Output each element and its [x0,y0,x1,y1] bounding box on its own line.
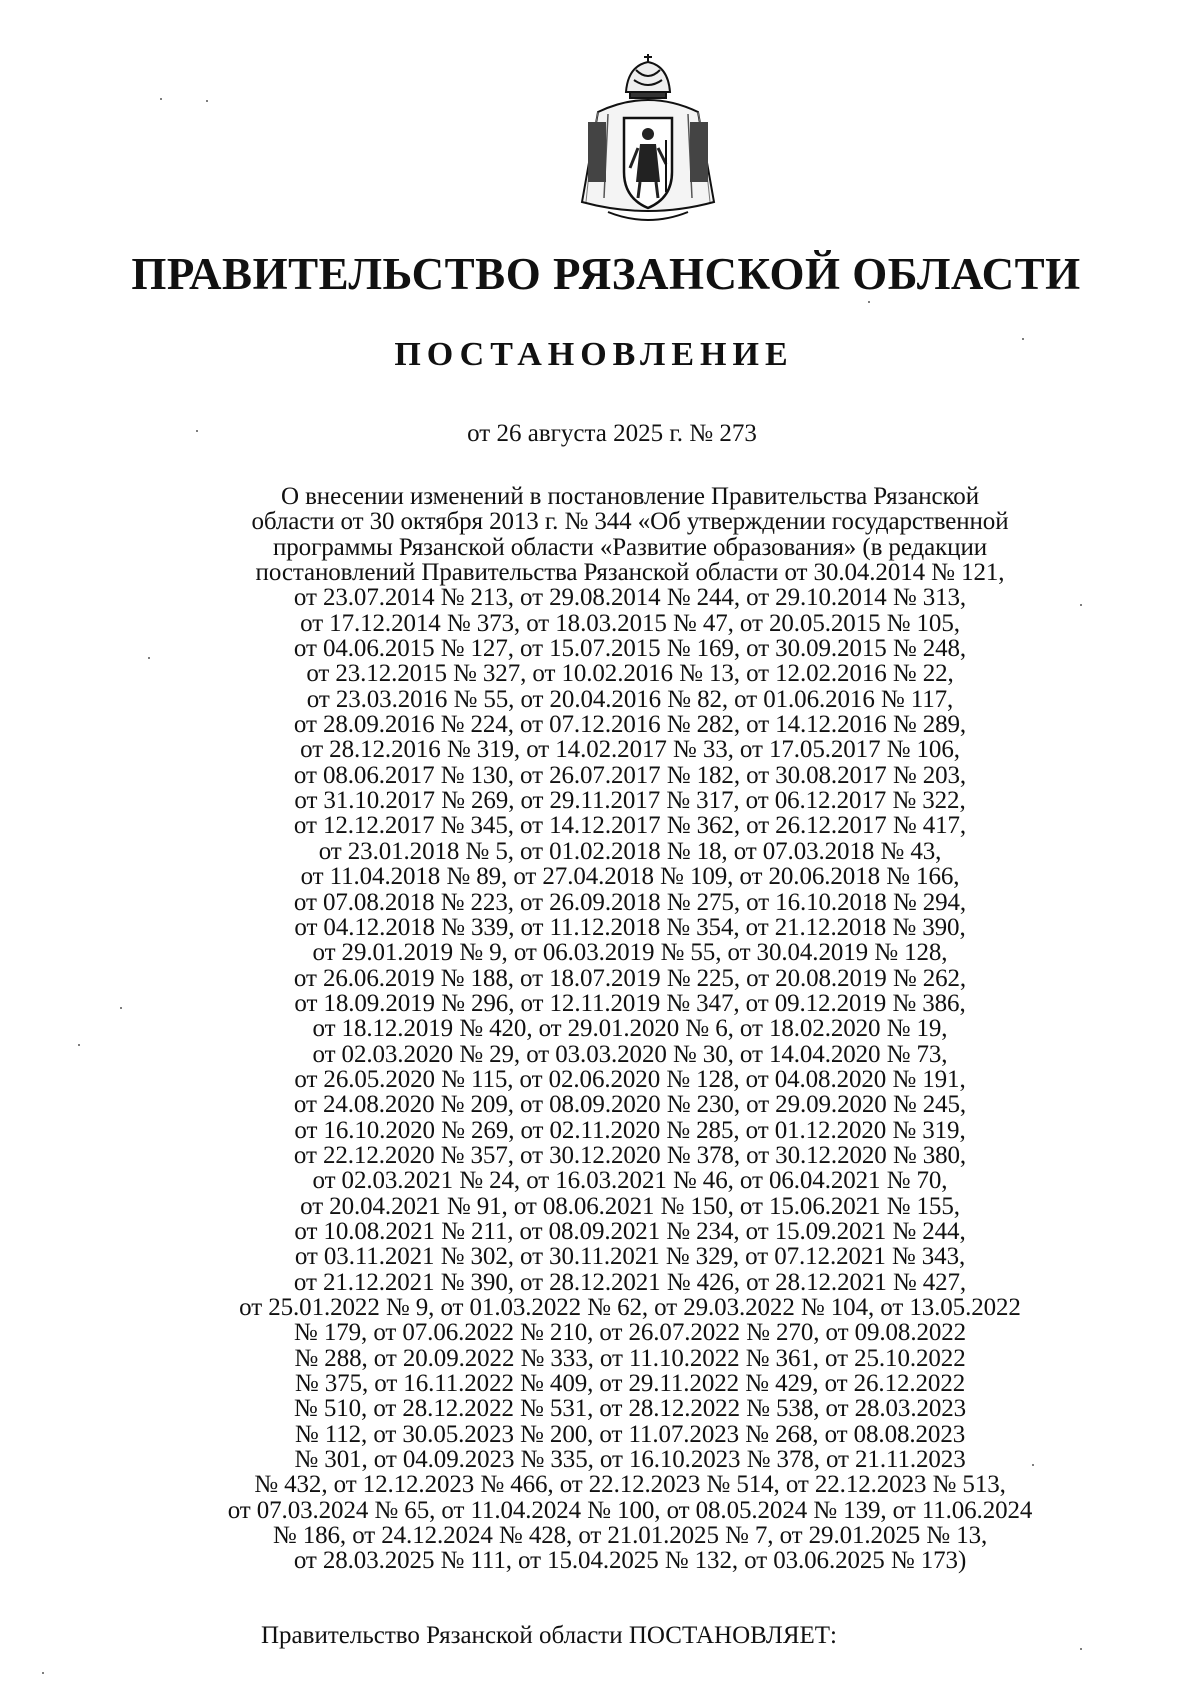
document-subject: О внесении изменений в постановление Правительства Рязанской области от 30 октября 2013 г. № 344 «Об утверждении государственной программы Рязанской области «Развитие образования» (в редакции постановлений Правительства Рязанской области от 30.04.2014 № 121, от 23.07.2014 № 213, от 29.08.2014 № 244, от 29.10.2014 № 313, от 17.12.2014 № 373, от 18.03.2015 № 47, от 20.05.2015 № 105, от 04.06.2015 № 127, от 15.07.2015 № 169, от 30.09.2015 № 248, от 23.12.2015 № 327, от 10.02.2016 № 13, от 12.02.2016 № 22, от 23.03.2016 № 55, от 20.04.2016 № 82, от 01.06.2016 № 117, от 28.09.2016 № 224, от 07.12.2016 № 282, от 14.12.2016 № 289, от 28.12.2016 № 319, от 14.02.2017 № 33, от 17.05.2017 № 106, от 08.06.2017 № 130, от 26.07.2017 № 182, от 30.08.2017 № 203, от 31.10.2017 № 269, от 29.11.2017 № 317, от 06.12.2017 № 322, от 12.12.2017 № 345, от 14.12.2017 № 362, от 26.12.2017 № 417, от 23.01.2018 № 5, от 01.02.2018 № 18, от 07.03.2018 № 43, от 11.04.2018 № 89, от 27.04.2018 № 109, от 20.06.2018 № 166, от 07.08.2018 № 223, от 26.09.2018 № 275, от 16.10.2018 № 294, от 04.12.2018 № 339, от 11.12.2018 № 354, от 21.12.2018 № 390, от 29.01.2019 № 9, от 06.03.2019 № 55, от 30.04.2019 № 128, от 26.06.2019 № 188, от 18.07.2019 № 225, от 20.08.2019 № 262, от 18.09.2019 № 296, от 12.11.2019 № 347, от 09.12.2019 № 386, от 18.12.2019 № 420, от 29.01.2020 № 6, от 18.02.2020 № 19, от 02.03.2020 № 29, от 03.03.2020 № 30, от 14.04.2020 № 73, от 26.05.2020 № 115, от 02.06.2020 № 128, от 04.08.2020 № 191, от 24.08.2020 № 209, от 08.09.2020 № 230, от 29.09.2020 № 245, от 16.10.2020 № 269, от 02.11.2020 № 285, от 01.12.2020 № 319, от 22.12.2020 № 357, от 30.12.2020 № 378, от 30.12.2020 № 380, от 02.03.2021 № 24, от 16.03.2021 № 46, от 06.04.2021 № 70, от 20.04.2021 № 91, от 08.06.2021 № 150, от 15.06.2021 № 155, от 10.08.2021 № 211, от 08.09.2021 № 234, от 15.09.2021 № 244, от 03.11.2021 № 302, от 30.11.2021 № 329, от 07.12.2021 № 343, от 21.12.2021 № 390, от 28.12.2021 № 426, от 28.12.2021 № 427, от 25.01.2022 № 9, от 01.03.2022 № 62, от 29.03.2022 № 104, от 13.05.2022 № 179, от 07.06.2022 № 210, от 26.07.2022 № 270, от 09.08.2022 № 288, от 20.09.2022 № 333, от 11.10.2022 № 361, от 25.10.2022 № 375, от 16.11.2022 № 409, от 29.11.2022 № 429, от 26.12.2022 № 510, от 28.12.2022 № 531, от 28.12.2022 № 538, от 28.03.2023 № 112, от 30.05.2023 № 200, от 11.07.2023 № 268, от 08.08.2023 № 301, от 04.09.2023 № 335, от 16.10.2023 № 378, от 21.11.2023 № 432, от 12.12.2023 № 466, от 22.12.2023 № 514, от 22.12.2023 № 513, от 07.03.2024 № 65, от 11.04.2024 № 100, от 08.05.2024 № 139, от 11.06.2024 № 186, от 24.12.2024 № 428, от 21.01.2025 № 7, от 29.01.2025 № 13, от 28.03.2025 № 111, от 15.04.2025 № 132, от 03.06.2025 № 173) [227,483,1033,1575]
document-type: ПОСТАНОВЛЕНИЕ [394,336,794,373]
document-date-number: от 26 августа 2025 г. № 273 [467,420,757,447]
coat-of-arms-icon [568,52,728,232]
resolution-intro: Правительство Рязанской области ПОСТАНОВЛЯЕТ: [261,1622,837,1649]
organization-title: ПРАВИТЕЛЬСТВО РЯЗАНСКОЙ ОБЛАСТИ [131,249,1081,299]
